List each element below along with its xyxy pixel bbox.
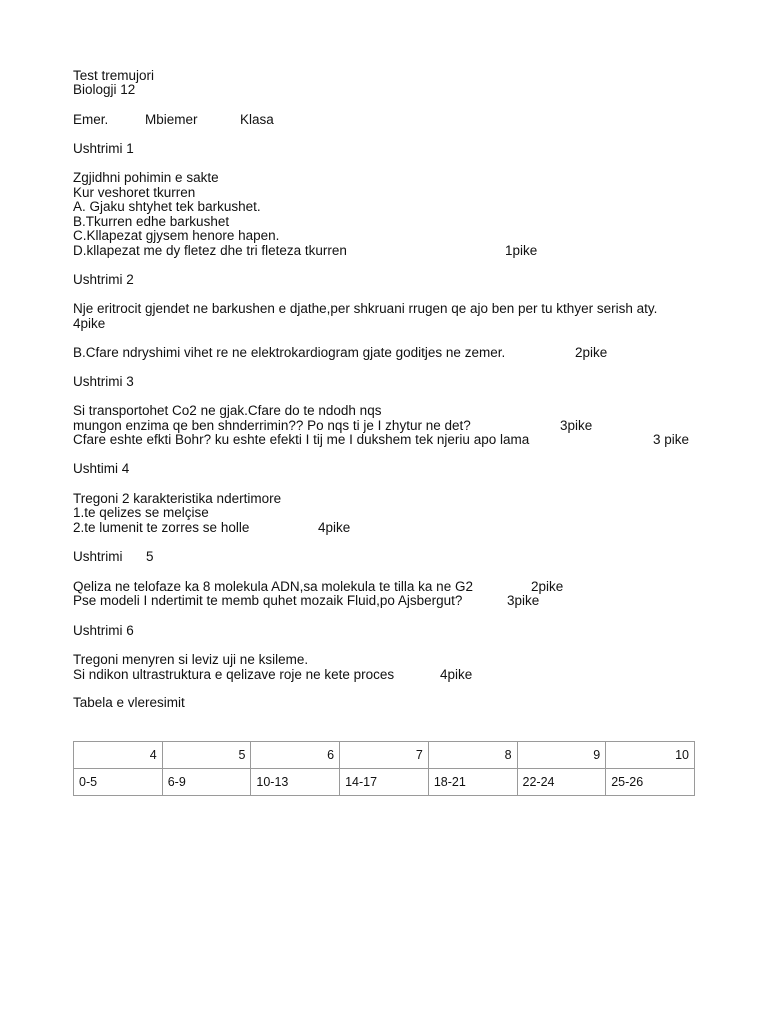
exercise-6-points: 4pike [440, 667, 473, 682]
points-range-cell: 18-21 [428, 769, 517, 796]
exercise-5-line-1: Qeliza ne telofaze ka 8 molekula ADN,sa molekula te tilla ka ne G2 [73, 579, 473, 594]
exercise-2-heading: Ushtrimi 2 [73, 272, 134, 287]
grade-cell: 10 [606, 742, 695, 769]
exercise-1-option-d: D.kllapezat me dy fletez dhe tri fleteza tkurren [73, 243, 347, 258]
exercise-3-line-1: Si transportohet Co2 ne gjak.Cfare do te ndodh nqs [73, 403, 382, 418]
exercise-6-line-2: Si ndikon ultrastruktura e qelizave roje ne kete proces [73, 667, 395, 682]
grade-cell: 6 [251, 742, 340, 769]
points-range-cell: 0-5 [74, 769, 163, 796]
exercise-1-instruction: Zgjidhni pohimin e sakte [73, 170, 219, 185]
exercise-1-question: Kur veshoret tkurren [73, 185, 196, 200]
exercise-1-option-b: B.Tkurren edhe barkushet [73, 214, 230, 229]
exercise-3-line-3: Cfare eshte efkti Bohr? ku eshte efekti I tij me I dukshem tek njeriu apo lama [73, 432, 530, 447]
name-label: Emer. [73, 112, 109, 127]
exercise-4-line-3: 2.te lumenit te zorres se holle [73, 520, 250, 535]
exercise-5-heading-number: 5 [146, 549, 154, 564]
exercise-2-points-a: 4pike [73, 316, 106, 331]
grading-table [73, 741, 695, 796]
class-label: Klasa [240, 112, 274, 127]
exercise-5-points-1: 2pike [531, 579, 564, 594]
exercise-1-option-a: A. Gjaku shtyhet tek barkushet. [73, 199, 261, 214]
exercise-5-line-2: Pse modeli I ndertimit te memb quhet mozaik Fluid,po Ajsbergut? [73, 593, 463, 608]
exercise-6-heading: Ushtrimi 6 [73, 623, 134, 638]
exercise-4-line-1: Tregoni 2 karakteristika ndertimore [73, 491, 282, 506]
grade-cell: 8 [428, 742, 517, 769]
points-range-cell: 6-9 [162, 769, 251, 796]
exercise-1-heading: Ushtrimi 1 [73, 141, 134, 156]
exercise-1-option-c: C.Kllapezat gjysem henore hapen. [73, 228, 280, 243]
subject-line: Biologji 12 [73, 82, 136, 97]
exercise-5-heading: Ushtrimi [73, 549, 123, 564]
points-range-cell: 25-26 [606, 769, 695, 796]
exercise-3-points-1: 3pike [560, 418, 593, 433]
grade-cell: 4 [74, 742, 163, 769]
grading-table-caption: Tabela e vleresimit [73, 695, 185, 710]
exercise-3-points-2: 3 pike [653, 432, 690, 447]
exercise-1-points: 1pike [505, 243, 538, 258]
exercise-3-heading: Ushtrimi 3 [73, 374, 134, 389]
exercise-3-line-2: mungon enzima qe ben shnderrimin?? Po nqs ti je I zhytur ne det? [73, 418, 471, 433]
grade-row [74, 742, 695, 769]
exercise-4-line-2: 1.te qelizes se melçise [73, 505, 209, 520]
test-title: Test tremujori [73, 68, 155, 83]
grade-cell: 9 [517, 742, 606, 769]
grade-cell: 5 [162, 742, 251, 769]
exercise-5-points-2: 3pike [507, 593, 540, 608]
points-range-cell: 10-13 [251, 769, 340, 796]
exercise-2-question-b: B.Cfare ndryshimi vihet re ne elektrokardiogram gjate goditjes ne zemer. [73, 345, 506, 360]
points-range-cell: 22-24 [517, 769, 606, 796]
exercise-6-line-1: Tregoni menyren si leviz uji ne ksileme. [73, 652, 309, 667]
points-range-row [74, 769, 695, 796]
points-range-cell: 14-17 [340, 769, 429, 796]
surname-label: Mbiemer [145, 112, 198, 127]
exercise-4-points: 4pike [318, 520, 351, 535]
exercise-2-question-a: Nje eritrocit gjendet ne barkushen e djathe,per shkruani rrugen qe ajo ben per tu kthyer serish aty. [73, 301, 658, 316]
grade-cell: 7 [340, 742, 429, 769]
exercise-2-points-b: 2pike [575, 345, 608, 360]
exercise-4-heading: Ushtimi 4 [73, 461, 130, 476]
